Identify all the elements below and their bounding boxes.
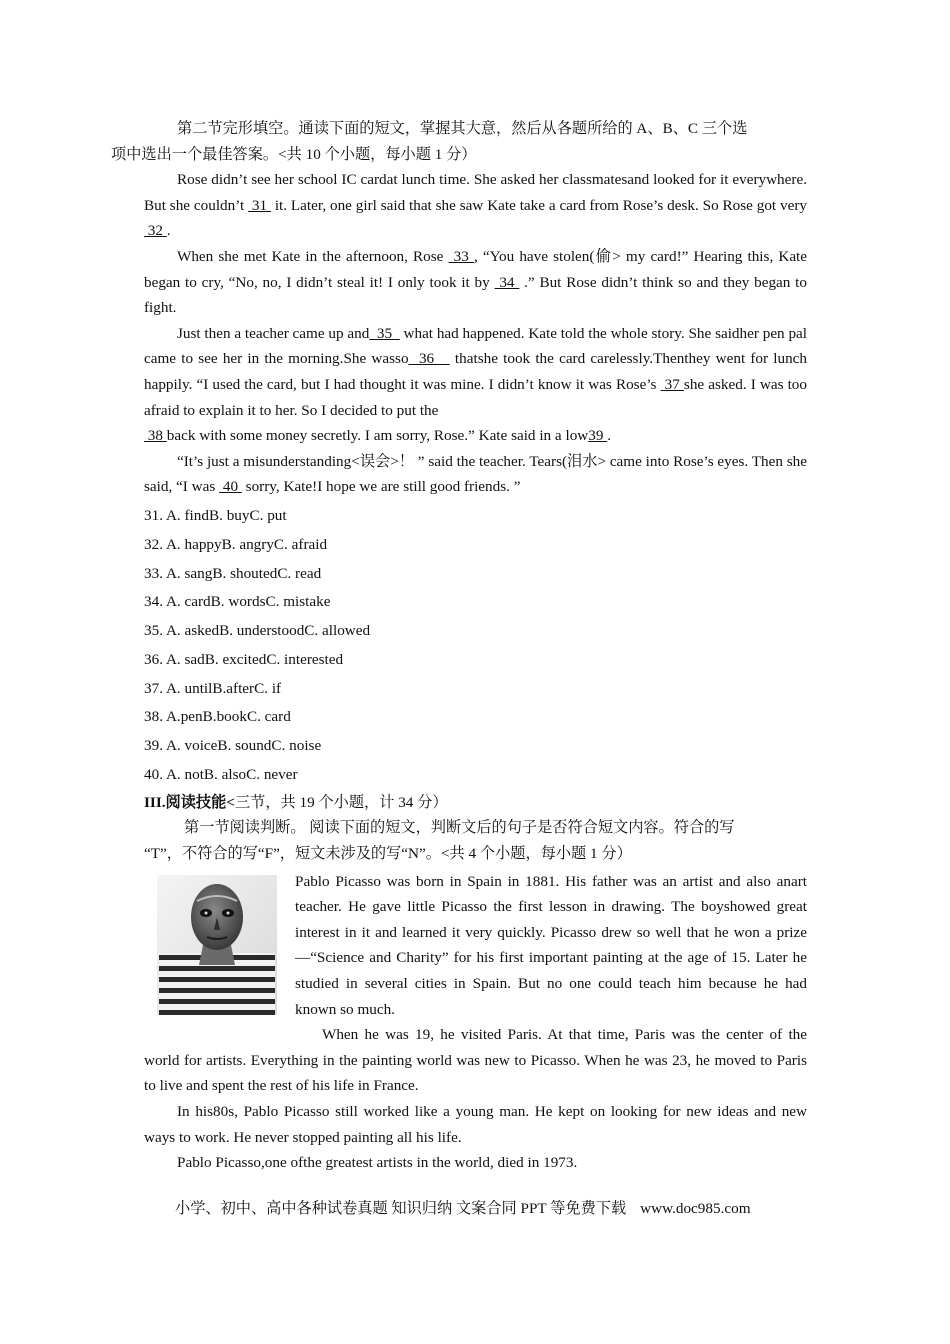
text-run: Just then a teacher came up and (177, 324, 370, 342)
passage1-paragraph-3 (144, 321, 807, 449)
section3-sub-line1: 第一节阅读判断。 阅读下面的短文，判断文后的句子是否符合短文内容。符合的写 (184, 819, 735, 837)
section3-sub-line2: “T”，不符合的写“F”，短文未涉及的写“N”。<共 4 个小题，每小题 1 分） (144, 845, 632, 863)
blank-36: 36 (408, 350, 450, 368)
text-run: . (166, 222, 171, 240)
blank-34: 34 (494, 273, 520, 291)
blank-39: 39 (588, 427, 608, 445)
text-run: . (607, 427, 612, 445)
blank-31: 31 (248, 196, 271, 214)
blank-35: 35 (369, 324, 400, 342)
passage2-paragraph-2: When he was 19, he visited Paris. At that time, Paris was the center of the world for artists. Everything in the painting world was new to Picasso. When he was 23, he moved to Paris to live and spent the rest of his life in France. (144, 1026, 807, 1095)
blank-40: 40 (219, 478, 242, 496)
text-run: sorry, Kate!I hope we are still good friends. ” (241, 478, 521, 496)
section2-intro-line2: 项中选出一个最佳答案。<共 10 个小题，每小题 1 分） (111, 145, 477, 163)
blank-33: 33 (448, 247, 474, 265)
option-38: 38. A.penB.bookC. card (144, 708, 291, 726)
option-35: 35. A. askedB. understoodC. allowed (144, 622, 371, 640)
option-32: 32. A. happyB. angryC. afraid (144, 535, 328, 553)
text-run: she asked. I was too afraid to explain it to her. So I decided to put the (144, 375, 807, 419)
section2-instructions (111, 116, 807, 167)
picasso-portrait-icon (157, 875, 277, 1015)
section3-heading-bold: III.阅读技能< (144, 793, 235, 811)
section3-heading (144, 790, 807, 816)
text-run: what had happened. Kate told the whole story. She saidher pen pal came to see her in the morning.She wasso (144, 324, 808, 368)
text-run: .” But Rose didn’t think so and they began to fight. (144, 273, 807, 317)
text-run: thatshe took the card carelessly.Thenthey went for lunch happily. “I used the card, but I had thought it was mine. I didn’t know it was Rose’s (144, 350, 808, 393)
text-run: it. Later, one girl said that she saw Kate take a card from Rose’s desk. So Rose got very (270, 196, 807, 214)
options-list (144, 502, 807, 790)
footer-text: 小学、初中、高中各种试卷真题 知识归纳 文案合同 PPT 等免费下载 (175, 1200, 627, 1217)
option-33: 33. A. sangB. shoutedC. read (144, 564, 322, 582)
passage2-paragraph-1: Pablo Picasso was born in Spain in 1881. His father was an artist and also anart teacher. He gave little Picasso the first lesson in drawing. The boyshowed great interest in it and learned it very quickly. Picasso drew so well that he won a prize—“Science and Charity” for his first important painting at the age of 15. Later he studied in several cities in Spain. But no one could teach him because he had known so much. (295, 872, 807, 1018)
section3-instructions (144, 815, 807, 866)
text-run: “It’s just a misunderstanding<误会>！ ” said the teacher. Tears(泪水> came into Rose’s eyes. Then she said, “I was (144, 452, 807, 496)
option-31: 31. A. findB. buyC. put (144, 506, 287, 524)
picasso-portrait-image (157, 875, 277, 1015)
blank-37: 37 (660, 375, 684, 393)
passage2 (144, 869, 807, 1176)
passage1-paragraph-2 (144, 244, 807, 321)
option-34: 34. A. cardB. wordsC. mistake (144, 593, 331, 611)
document-page (111, 116, 808, 1176)
passage1-paragraph-4 (144, 449, 807, 500)
page-footer (175, 1198, 751, 1220)
blank-38: 38 (144, 427, 167, 445)
option-39: 39. A. voiceB. soundC. noise (144, 737, 322, 755)
passage2-paragraph-4: Pablo Picasso,one ofthe greatest artists in the world, died in 1973. (177, 1154, 578, 1172)
section2-intro-line1: 第二节完形填空。通读下面的短文，掌握其大意，然后从各题所给的 A、B、C 三个选 (177, 120, 748, 137)
option-36: 36. A. sadB. excitedC. interested (144, 650, 344, 668)
text-run: When she met Kate in the afternoon, Rose (177, 247, 449, 265)
text-run: , “You have stolen(偷> my card!” Hearing this, Kate began to cry, “No, no, I didn’t steal it! I only took it by (144, 247, 808, 291)
section3-heading-rest: 三节，共 19 个小题，计 34 分） (234, 793, 448, 811)
option-40: 40. A. notB. alsoC. never (144, 766, 298, 784)
passage2-paragraph-3: In his80s, Pablo Picasso still worked like a young man. He kept on looking for new ideas and new ways to work. He never stopped painting all his life. (144, 1103, 807, 1146)
text-run: Rose didn’t see her school IC cardat lunch time. She asked her classmatesand looked for it everywhere. But she couldn’t (144, 171, 807, 214)
blank-32: 32 (144, 222, 167, 240)
passage1-paragraph-1 (144, 167, 807, 244)
footer-url: www.doc985.com (640, 1200, 751, 1217)
text-run: back with some money secretly. I am sorry, Rose.” Kate said in a low (166, 427, 589, 445)
option-37: 37. A. untilB.afterC. if (144, 679, 282, 697)
